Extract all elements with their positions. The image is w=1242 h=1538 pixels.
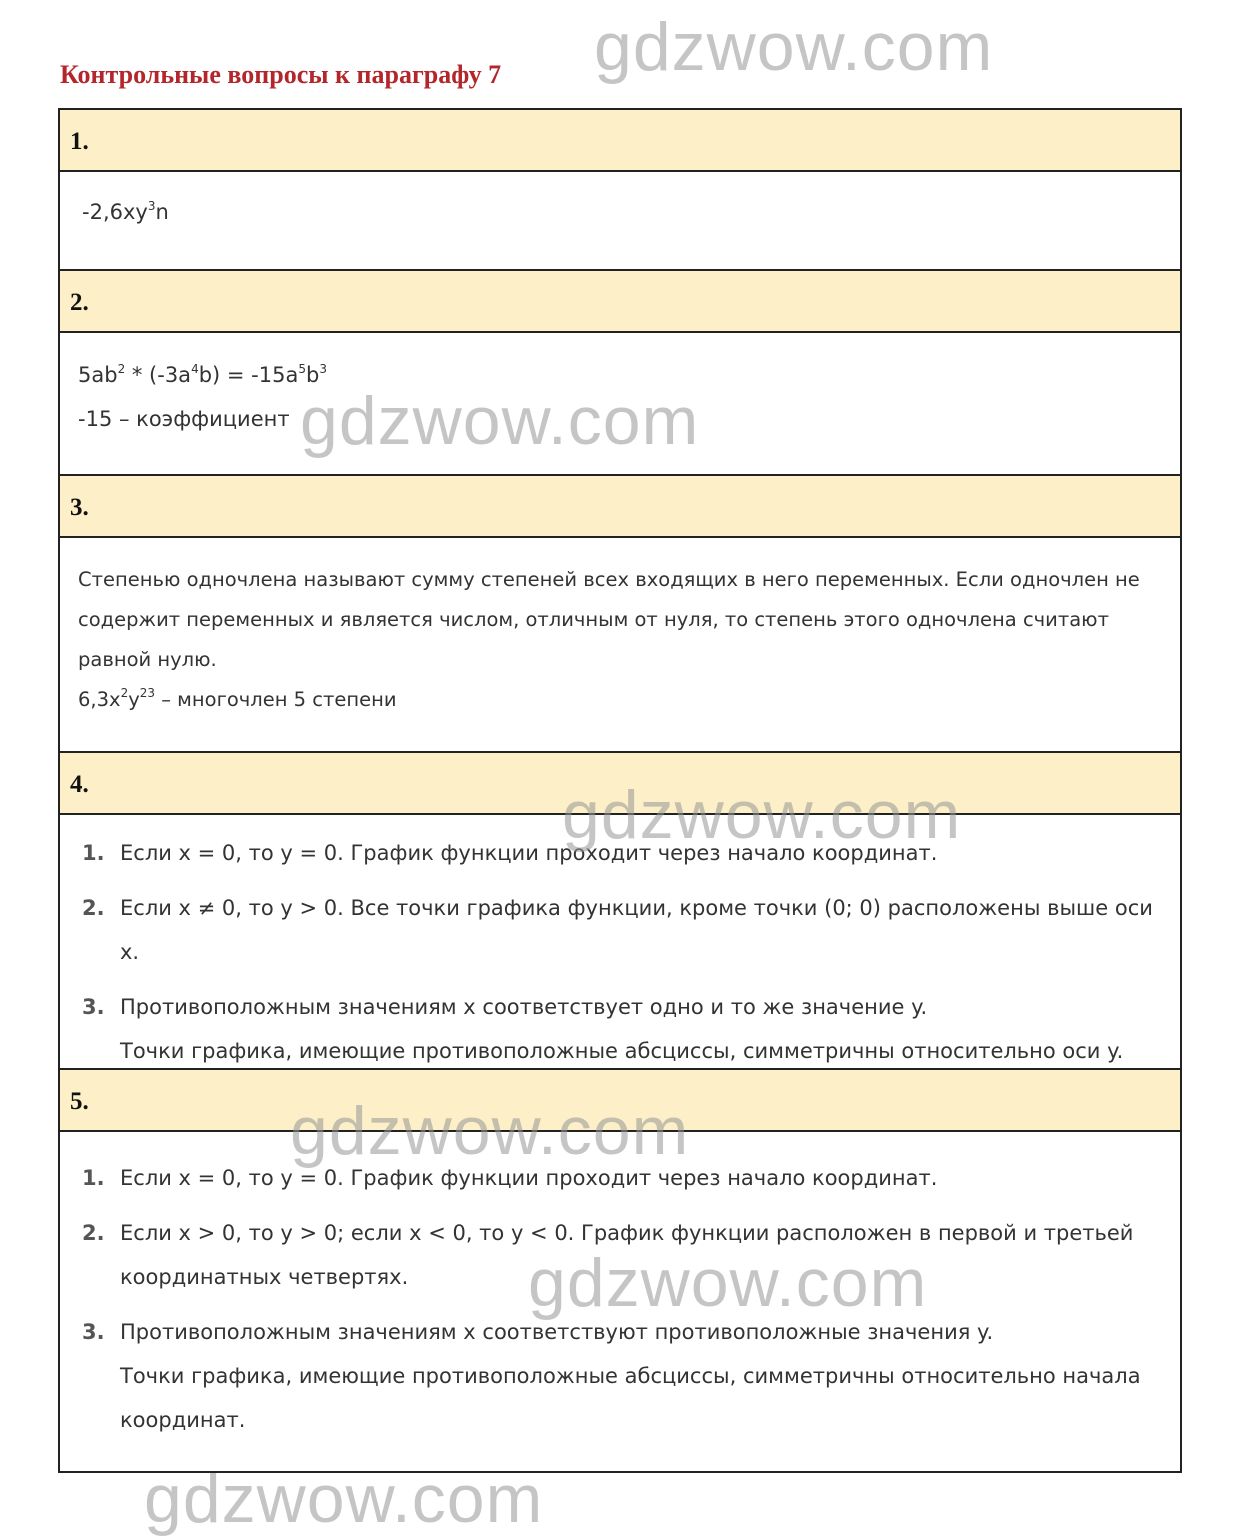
q2-exp-1: 2 [117, 362, 126, 376]
q3-ex-part-b: y [128, 688, 140, 711]
list-item [78, 831, 1170, 875]
q5-list [78, 1156, 1170, 1442]
list-item-text-continued: Точки графика, имеющие противоположные абсциссы, симметричны относительно начала координат. [120, 1364, 1141, 1432]
q2-part-1: 5ab [78, 363, 118, 387]
question-3-answer [60, 538, 1180, 753]
question-2-answer [60, 333, 1180, 476]
list-item [78, 985, 1170, 1073]
list-item-text: Противоположным значениям x соответствуют противоположные значения y. [120, 1320, 994, 1344]
list-number: 1. [82, 841, 105, 865]
question-5-header: 5. [60, 1070, 1180, 1132]
list-item [78, 1310, 1170, 1442]
watermark: gdzwow.com [562, 777, 962, 853]
q4-list [78, 831, 1170, 1073]
question-4-answer [60, 815, 1180, 1070]
q3-ex-part-a: 6,3x [78, 688, 121, 711]
question-2-header: 2. [60, 271, 1180, 333]
list-number: 1. [82, 1166, 105, 1190]
q2-exp-2: 4 [191, 362, 199, 376]
q3-ex-part-c: – многочлен 5 степени [155, 688, 397, 711]
list-item-text: Противоположным значениям x соответствует одно и то же значение y. [120, 995, 928, 1019]
question-1-header: 1. [60, 110, 1180, 172]
page-title: Контрольные вопросы к параграфу 7 [60, 60, 502, 89]
list-item [78, 1211, 1170, 1299]
list-number: 3. [82, 1320, 105, 1344]
q3-ex-exp-1: 2 [120, 686, 129, 700]
q1-expr-a: -2,6xy [82, 200, 148, 224]
q2-equation [78, 353, 1180, 397]
q1-expr-b: n [155, 200, 169, 224]
question-5-answer [60, 1132, 1180, 1471]
q2-exp-4: 3 [319, 362, 327, 376]
list-number: 2. [82, 896, 105, 920]
q2-exp-3: 5 [298, 362, 306, 376]
q1-exp: 3 [147, 199, 156, 213]
list-item [78, 1156, 1170, 1200]
watermark: gdzwow.com [290, 1093, 690, 1169]
watermark: gdzwow.com [144, 1461, 544, 1537]
question-1-answer [60, 172, 1180, 271]
list-item [78, 886, 1170, 974]
list-number: 2. [82, 1221, 105, 1245]
answers-table [58, 108, 1182, 1473]
q2-part-4: b [305, 363, 320, 387]
list-item-text: Если x ≠ 0, то y > 0. Все точки графика функции, кроме точки (0; 0) расположены выше оси x. [120, 896, 1153, 964]
list-item-text: Если x = 0, то y = 0. График функции проходит через начало координат. [120, 1166, 938, 1190]
question-4-header: 4. [60, 753, 1180, 815]
watermark: gdzwow.com [594, 9, 994, 85]
watermark: gdzwow.com [300, 383, 700, 459]
q2-coefficient-line: -15 – коэффициент [78, 407, 290, 431]
list-item-text: Если x > 0, то y > 0; если x < 0, то y < 0. График функции расположен в первой и третьей координатных четвертях. [120, 1221, 1134, 1289]
list-item-text-continued: Точки графика, имеющие противоположные абсциссы, симметричны относительно оси y. [120, 1039, 1124, 1063]
watermark: gdzwow.com [528, 1245, 928, 1321]
q3-ex-exp-2: 23 [139, 686, 156, 700]
question-3-header: 3. [60, 476, 1180, 538]
list-item-text: Если x = 0, то y = 0. График функции проходит через начало координат. [120, 841, 938, 865]
q2-part-3: b) = -15a [198, 363, 299, 387]
q2-part-2: * (-3a [125, 363, 192, 387]
q3-example [78, 680, 1170, 720]
q3-definition: Степенью одночлена называют сумму степеней всех входящих в него переменных. Если одночлен не содержит переменных и является числом, отличным от нуля, то степень этого одночлена считают равной нулю. [78, 568, 1140, 671]
list-number: 3. [82, 995, 105, 1019]
